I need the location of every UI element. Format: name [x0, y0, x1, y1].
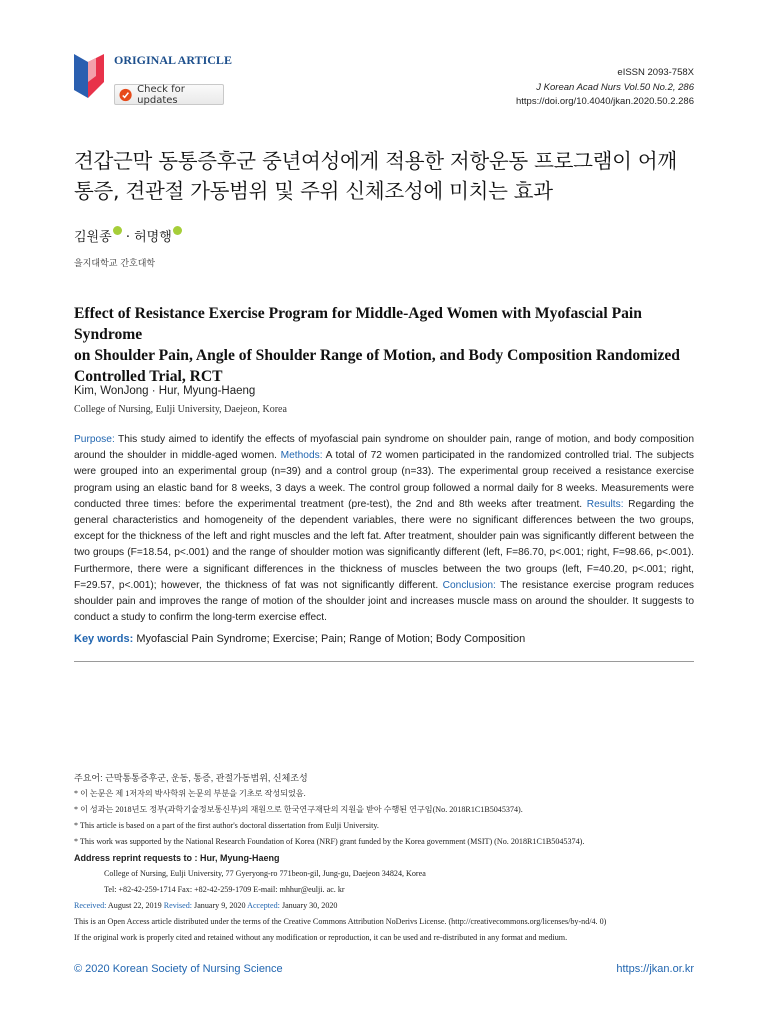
orcid-icon[interactable]	[113, 226, 122, 235]
korean-title	[74, 146, 704, 206]
english-title-line2: on Shoulder Pain, Angle of Shoulder Range of Motion, and Body Composition Randomized	[74, 347, 680, 364]
article-type: ORIGINAL ARTICLE	[114, 53, 232, 67]
keywords	[74, 633, 525, 645]
license-line-2: If the original work is properly cited and retained without any modification or reproduction, it can be used and re-distributed in any format and medium.	[74, 933, 568, 942]
keywords-label: Key words:	[74, 633, 134, 645]
journal-logo-icon	[72, 52, 106, 100]
conclusion-text: The resistance exercise program reduces shoulder pain and improves the range of motion of the shoulder joint and increases muscle mass on around the shoulder. It suggests to conduct a study to confirm the long-term exercise effect.	[74, 579, 694, 624]
footnote-1: * 이 논문은 제 1저자의 박사학위 논문의 부분을 기초로 작성되었음.	[74, 789, 306, 798]
eissn: eISSN 2093-758X	[617, 67, 694, 78]
footnote-4: * This work was supported by the National Research Foundation of Korea (NRF) grant funded by the Korea government (MSIT) (No. 2018R1C1B5045374).	[74, 837, 585, 846]
english-authors: Kim, WonJong · Hur, Myung-Haeng	[74, 385, 256, 397]
journal-info	[516, 66, 694, 110]
author-separator: ·	[121, 230, 135, 245]
purpose-text: This study aimed to identify the effects of myofascial pain syndrome on shoulder pain, range of motion, and body composition around the shoulder in middle-aged women.	[74, 434, 694, 462]
footnotes	[74, 770, 714, 946]
orcid-icon[interactable]	[173, 226, 182, 235]
author-2-ko: 허명행	[134, 230, 172, 245]
journal-citation: J Korean Acad Nurs Vol.50 No.2, 286	[536, 81, 694, 93]
footer-url-link[interactable]: https://jkan.or.kr	[616, 963, 694, 975]
footnote-3: * This article is based on a part of the first author's doctoral dissertation from Eulji University.	[74, 821, 379, 830]
methods-label: Methods:	[280, 450, 323, 462]
license-line-1: This is an Open Access article distributed under the terms of the Creative Commons Attribution NoDerivs License. (http://creativecommons.org/licenses/by-nd/4. 0)	[74, 917, 607, 926]
check-updates-label: Check for updates	[137, 83, 185, 106]
english-title-line1: Effect of Resistance Exercise Program for Middle-Aged Women with Myofascial Pain Syndrome	[74, 305, 642, 343]
korean-authors	[74, 226, 182, 245]
check-updates-icon	[119, 88, 132, 102]
received-label: Received:	[74, 901, 107, 910]
accepted-date: January 30, 2020	[279, 901, 338, 910]
results-label: Results:	[586, 498, 624, 510]
dates-line	[74, 898, 714, 914]
english-title	[74, 303, 694, 387]
author-1-ko: 김원종	[74, 230, 112, 245]
revised-label: Revised:	[163, 901, 193, 910]
received-date: August 22, 2019	[106, 901, 164, 910]
purpose-label: Purpose:	[74, 434, 115, 445]
methods-text: A total of 72 women participated in the randomized controlled trial. The subjects were grouped into an experimental group (n=39) and a control group (n=33). The experimental group received a resistance exercise program using an elastic band for 8 weeks, 3 days a week. The control group followed a normal daily for 8 weeks. Measurements were conducted three times: before the experimental treatment (pre-test), the 2nd and 8th weeks after treatment.	[74, 450, 694, 510]
accepted-label: Accepted:	[247, 901, 280, 910]
contact-line: Tel: +82-42-259-1714 Fax: +82-42-259-1709 E-mail: mhhur@eulji. ac. kr	[104, 885, 345, 894]
korean-affiliation: 을지대학교 간호대학	[74, 259, 156, 269]
korean-title-line1: 견갑근막 동통증후군 중년여성에게 적용한 저항운동 프로그램이 어깨	[74, 149, 677, 173]
footnote-2: * 이 성과는 2018년도 정부(과학기술정보통신부)의 재원으로 한국연구재단의 지원을 받아 수행된 연구임(No. 2018R1C1B5045374).	[74, 805, 523, 814]
english-title-line3: Controlled Trial, RCT	[74, 368, 223, 385]
korean-title-line2: 통증, 견관절 가동범위 및 주위 신체조성에 미치는 효과	[74, 179, 553, 203]
conclusion-label: Conclusion:	[442, 579, 496, 591]
check-for-updates-button[interactable]	[114, 84, 224, 105]
divider	[74, 661, 694, 662]
keywords-text: Myofascial Pain Syndrome; Exercise; Pain; Range of Motion; Body Composition	[133, 633, 526, 645]
address-title: Address reprint requests to : Hur, Myung-Haeng	[74, 853, 280, 863]
english-affiliation: College of Nursing, Eulji University, Daejeon, Korea	[74, 404, 287, 415]
doi-link[interactable]: https://doi.org/10.4040/jkan.2020.50.2.286	[516, 96, 694, 107]
address-line: College of Nursing, Eulji University, 77 Gyeryong-ro 771beon-gil, Jung-gu, Daejeon 34824, Korea	[104, 869, 426, 878]
results-text: Regarding the general characteristics and homogeneity of the dependent variables, there were no significant differences between the two groups, except for the thickness of the left and right muscles and the left fat. After treatment, shoulder pain was significantly different between the two groups (F=18.54, p<.001) and the range of shoulder motion was significantly different (left, F=86.70, p<.001; right, F=98.66, p<.001). Furthermore, there were a significant differences in the thickness of muscles between the two groups (left, F=40.20, p<.001; right, F=29.57, p<.001); however, the thickness of fat was not significantly different.	[74, 498, 694, 591]
korean-keywords: 주요어: 근막통통증후군, 운동, 통증, 관절가동범위, 신체조성	[74, 773, 308, 783]
abstract	[74, 432, 694, 626]
footer-copyright: © 2020 Korean Society of Nursing Science	[74, 963, 283, 975]
revised-date: January 9, 2020	[192, 901, 248, 910]
